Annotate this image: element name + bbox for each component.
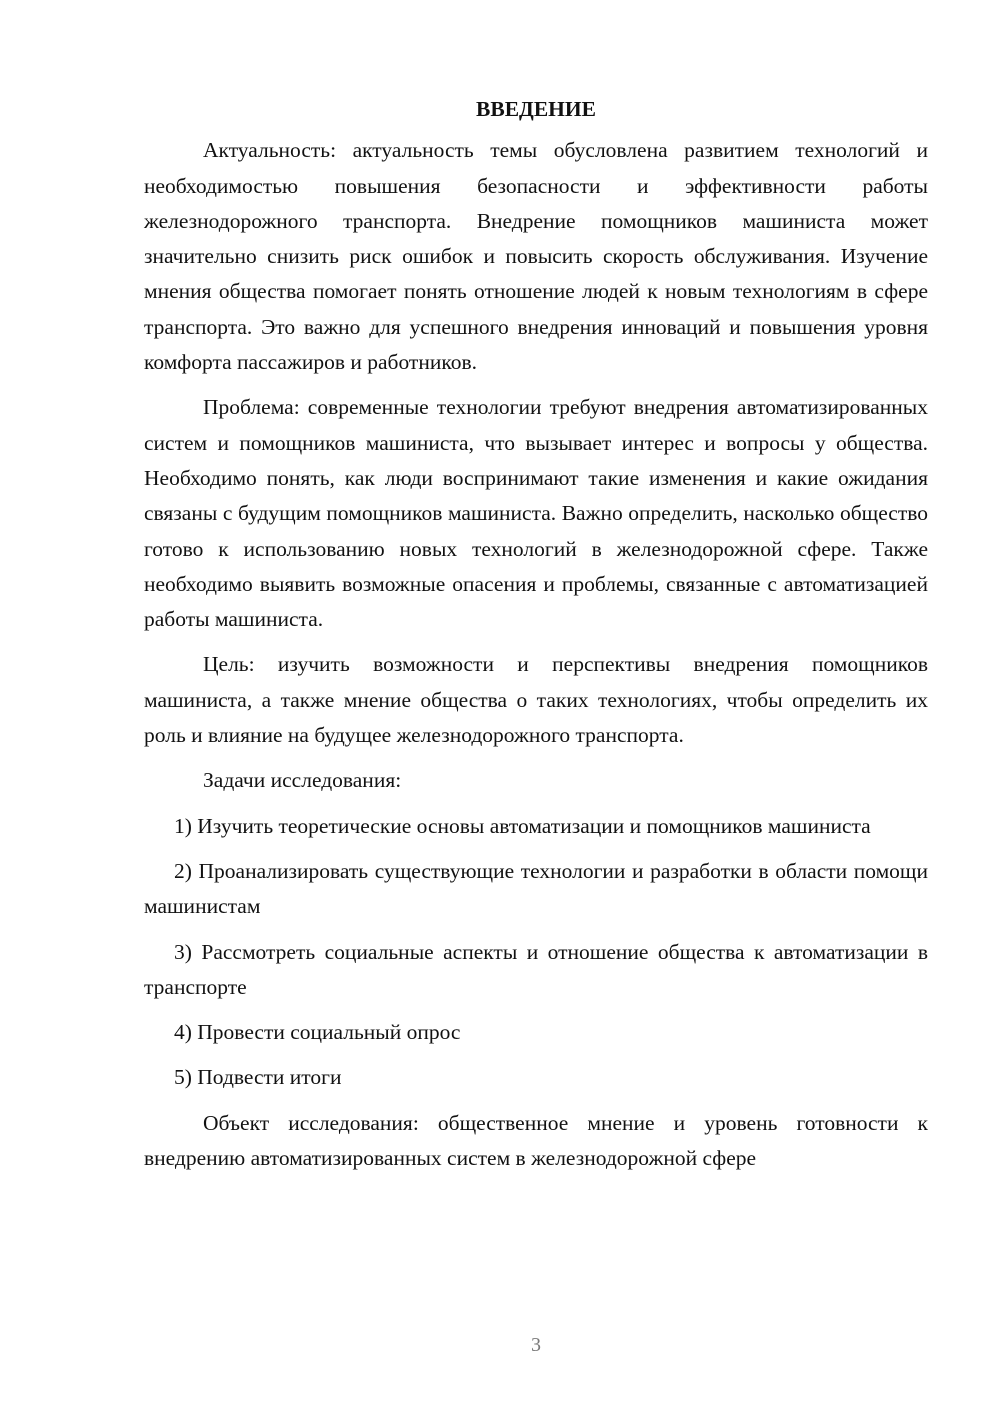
document-body: [144, 92, 928, 1186]
page-number: 3: [531, 1334, 541, 1356]
task-item-2: 2) Проанализировать существующие технологии и разработки в области помощи машинистам: [144, 858, 928, 919]
page-title: ВВЕДЕНИЕ: [476, 97, 596, 121]
relevance-paragraph: Актуальность: актуальность темы обусловлена развитием технологий и необходимостью повышения безопасности и эффективности работы железнодорожного транспорта. Внедрение помощников машиниста может значительно снизить риск ошибок и повысить скорость обслуживания. Изучение мнения общества помогает понять отношение людей к новым технологиям в сфере транспорта. Это важно для успешного внедрения инноваций и повышения уровня комфорта пассажиров и работников.: [144, 138, 928, 375]
task-item-4: 4) Провести социальный опрос: [174, 1020, 461, 1045]
goal-paragraph: Цель: изучить возможности и перспективы внедрения помощников машиниста, а также мнение общества о таких технологиях, чтобы определить их роль и влияние на будущее железнодорожного транспорта.: [144, 652, 928, 748]
task-item-5: 5) Подвести итоги: [174, 1065, 342, 1090]
problem-paragraph: Проблема: современные технологии требуют внедрения автоматизированных систем и помощников машиниста, что вызывает интерес и вопросы у общества. Необходимо понять, как люди воспринимают такие изменения и какие ожидания связаны с будущим помощников машиниста. Важно определить, насколько общество готово к использованию новых технологий в железнодорожной сфере. Также необходимо выявить возможные опасения и проблемы, связанные с автоматизацией работы машиниста.: [144, 395, 928, 632]
tasks-heading: Задачи исследования:: [203, 768, 402, 793]
task-item-3: 3) Рассмотреть социальные аспекты и отношение общества к автоматизации в транспорте: [144, 939, 928, 999]
task-item-1: 1) Изучить теоретические основы автоматизации и помощников машиниста: [174, 813, 871, 838]
research-object-paragraph: Объект исследования: общественное мнение и уровень готовности к внедрению автоматизированных систем в железнодорожной сфере: [144, 1110, 928, 1171]
